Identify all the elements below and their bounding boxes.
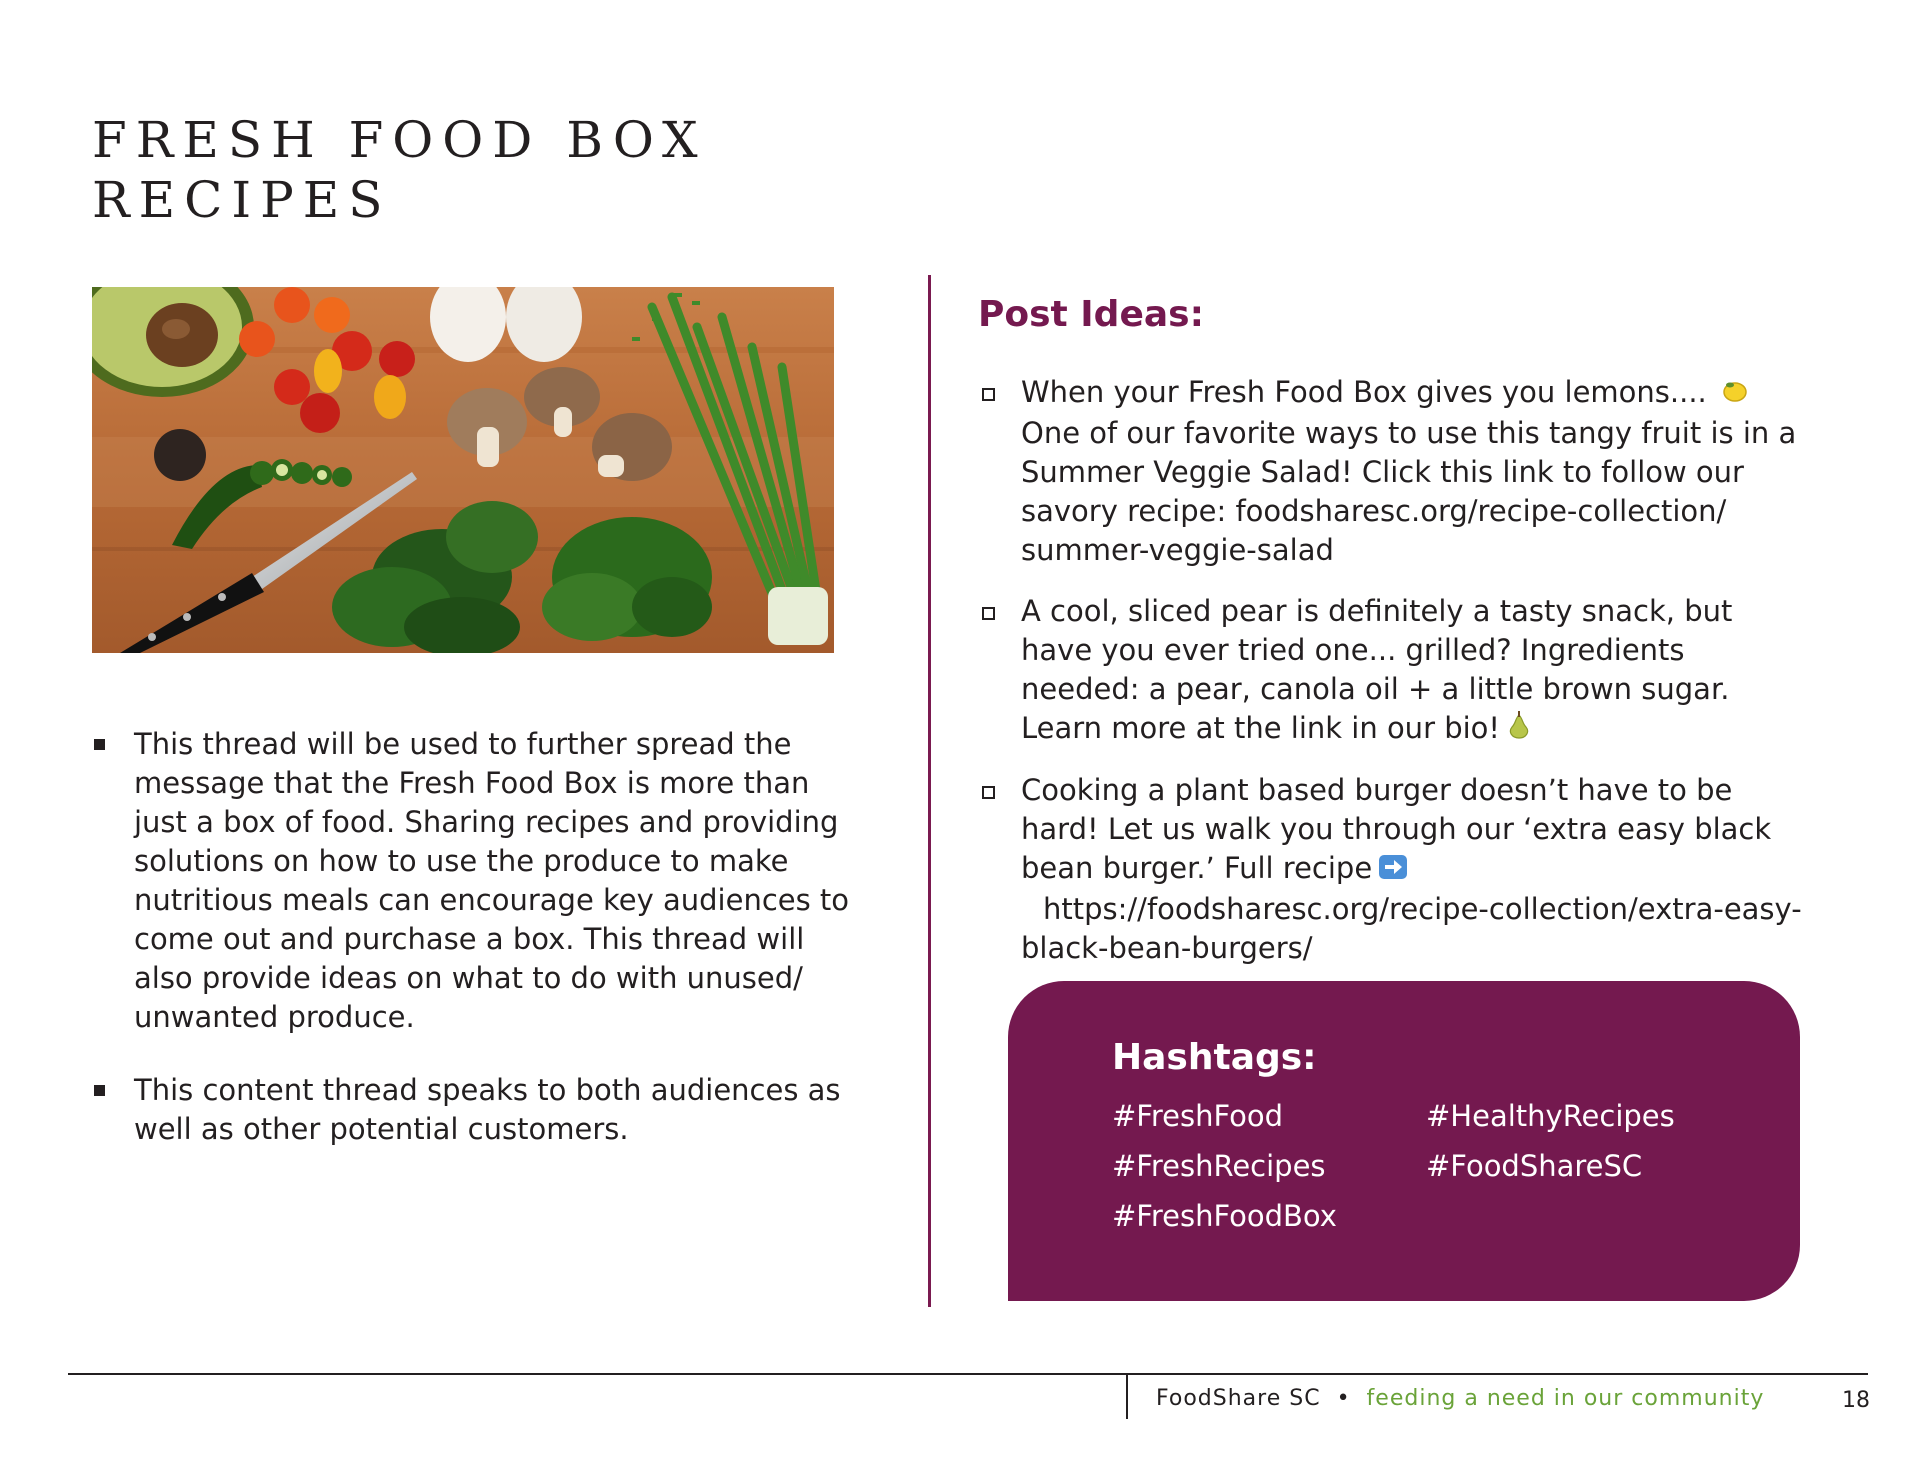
page-number: 18	[1842, 1388, 1870, 1413]
post-idea-text: When your Fresh Food Box gives you lemons....	[1021, 375, 1716, 409]
hashtags-panel	[1008, 981, 1800, 1301]
hollow-square-bullet-icon	[982, 786, 995, 799]
hashtag: #FoodShareSC	[1426, 1149, 1643, 1183]
post-idea-text: Cooking a plant based burger doesn’t have to be hard! Let us walk you through our ‘extra easy black bean burger.’ Full recipe	[1021, 773, 1772, 885]
hashtags-column-2	[1426, 1091, 1675, 1191]
hollow-square-bullet-icon	[982, 388, 995, 401]
footer	[1156, 1386, 1764, 1411]
hashtag: #FreshFood	[1112, 1099, 1284, 1133]
page-title-line2: RECIPES	[92, 171, 392, 229]
pear-icon	[1506, 710, 1532, 749]
page-title	[92, 110, 707, 230]
footer-tagline: feeding a need in our community	[1366, 1386, 1765, 1411]
post-idea-link[interactable]: https://foodsharesc.org/recipe-collection/extra-easy-black-bean-burgers/	[1021, 891, 1802, 965]
hashtag: #FreshFoodBox	[1112, 1199, 1337, 1233]
footer-org-name: FoodShare SC	[1156, 1386, 1321, 1411]
list-item	[92, 1071, 852, 1149]
footer-separator: •	[1336, 1386, 1351, 1411]
page-title-line1: FRESH FOOD BOX	[92, 111, 707, 169]
right-arrow-icon	[1378, 851, 1408, 890]
vegetables-cutting-board-photo	[92, 287, 834, 653]
square-bullet-icon	[94, 739, 105, 750]
lemon-icon	[1722, 375, 1748, 414]
square-bullet-icon	[94, 1085, 105, 1096]
hashtag: #HealthyRecipes	[1426, 1099, 1675, 1133]
hashtags-heading: Hashtags:	[1112, 1037, 1317, 1078]
post-idea-text-continued: One of our favorite ways to use this tangy fruit is in a Summer Veggie Salad! Click this link to follow our savory recipe: foodsharesc.org/recipe-collection/ summer-veggie-salad	[1021, 415, 1797, 567]
hollow-square-bullet-icon	[982, 607, 995, 620]
post-ideas-list	[978, 373, 1808, 990]
vertical-divider	[928, 275, 931, 1307]
post-idea-text: A cool, sliced pear is definitely a tasty snack, but have you ever tried one... grilled? Ingredients needed: a pear, canola oil + a little brown sugar. Learn more at the link in our bio!	[1021, 593, 1733, 745]
footer-rule	[68, 1373, 1868, 1375]
footer-divider	[1126, 1373, 1128, 1419]
post-idea-item	[978, 771, 1808, 968]
post-idea-item	[978, 592, 1808, 750]
list-item	[92, 725, 852, 1037]
hashtag: #FreshRecipes	[1112, 1149, 1326, 1183]
list-item-text: This thread will be used to further spread the message that the Fresh Food Box is more than just a box of food. Sharing recipes and providing solutions on how to use the produce to make nutritious meals can encourage key audiences to come out and purchase a box. This thread will also provide ideas on what to do with unused/ unwanted produce.	[134, 727, 850, 1034]
post-ideas-heading: Post Ideas:	[978, 294, 1204, 335]
thread-description-list	[92, 725, 852, 1183]
list-item-text: This content thread speaks to both audiences as well as other potential customers.	[134, 1073, 841, 1146]
hashtags-column-1	[1112, 1091, 1337, 1241]
post-idea-item	[978, 373, 1808, 570]
